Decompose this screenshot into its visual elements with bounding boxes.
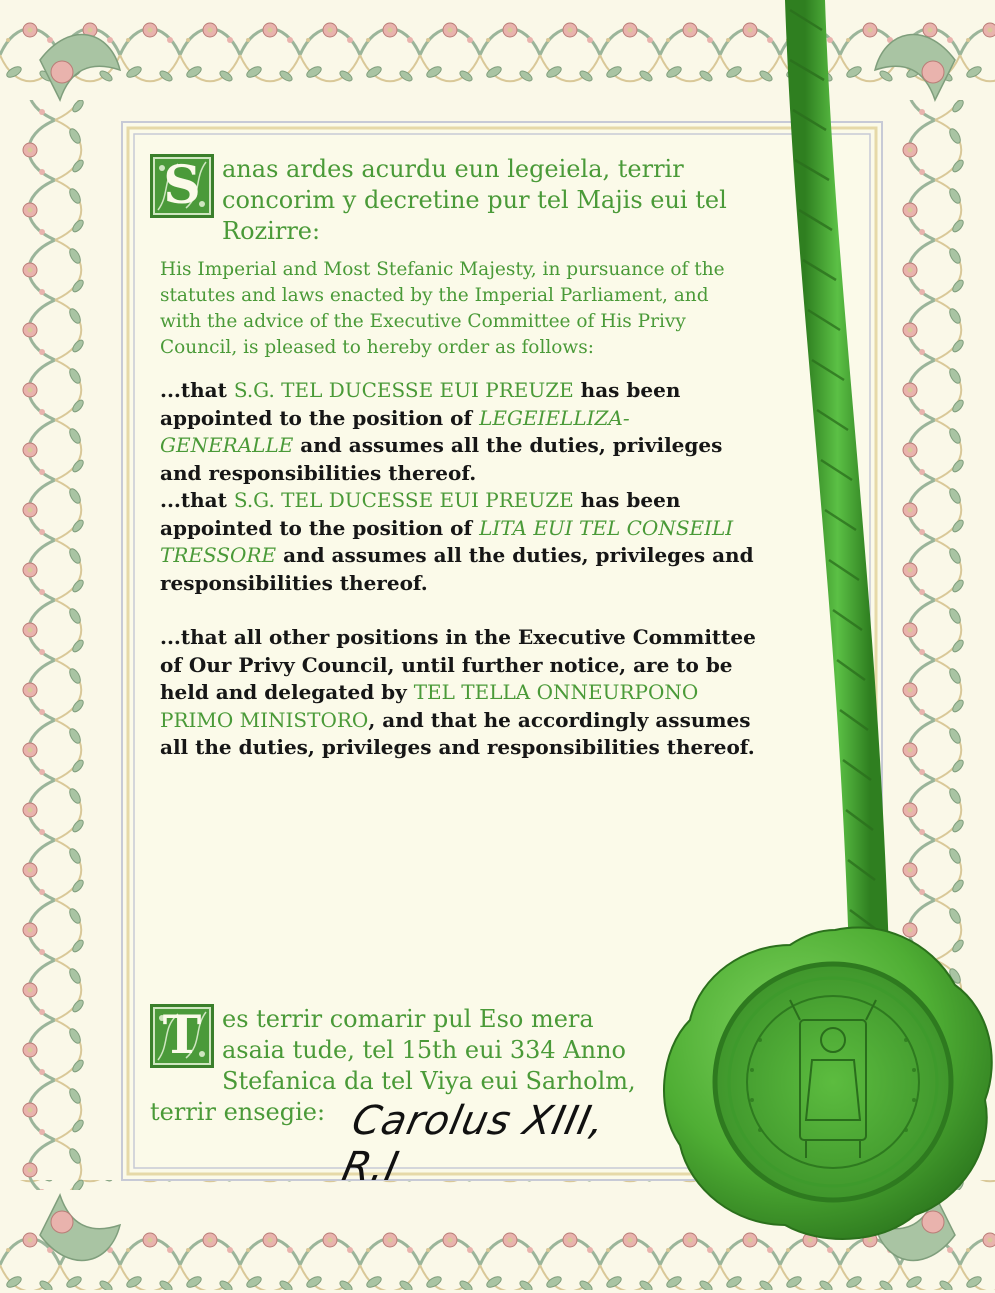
appointed-position: LEGEIELLIZA-GENERALLE bbox=[160, 405, 630, 457]
preamble: His Imperial and Most Stefanic Majesty, in pursuance of the statutes and laws enacted by the Imperial Parliament, and with the advice of the Executive Committee of His Privy Council, is pleased to hereby order as follows: bbox=[160, 259, 725, 358]
delegate-name: TEL TELLA ONNEURPONO PRIMO MINISTORO bbox=[160, 680, 699, 732]
heading-text: anas ardes acurdu eun legeiela, terrir concorim y decretine pur tel Majis eui tel Rozirre: bbox=[222, 155, 727, 245]
signature: Carolus XIII, R.I bbox=[338, 1098, 610, 1190]
dropcap-s: S bbox=[150, 154, 214, 218]
decree-heading bbox=[150, 154, 775, 247]
order-1: ...that S.G. TEL DUCESSE EUI PREUZE has been appointed to the position of LEGEIELLIZA-GENERALLE and assumes all the duties, privileges and responsibilities thereof. bbox=[160, 378, 723, 485]
order-2: ...that S.G. TEL DUCESSE EUI PREUZE has been appointed to the position of LITA EUI TEL CONSEILI TRESSORE and assumes all the duties, privileges and responsibilities thereof. bbox=[160, 488, 754, 595]
appointee-name: S.G. TEL DUCESSE EUI PREUZE bbox=[233, 488, 574, 512]
closing-text: es terrir comarir pul Eso mera asaia tude, tel 15th eui 334 Anno Stefanica da tel Viya eui Sarholm, terrir ensegie: bbox=[150, 1005, 636, 1126]
dropcap-t: T bbox=[150, 1004, 214, 1068]
order-3: ...that all other positions in the Executive Committee of Our Privy Council, until further notice, are to be held and delegated by TEL TELLA ONNEURPONO PRIMO MINISTORO, and that he accordingly assumes all the duties, privileges and responsibilities thereof. bbox=[160, 625, 756, 759]
appointee-name: S.G. TEL DUCESSE EUI PREUZE bbox=[233, 378, 574, 402]
appointed-position: LITA EUI TEL CONSEILI TRESSORE bbox=[160, 515, 734, 567]
